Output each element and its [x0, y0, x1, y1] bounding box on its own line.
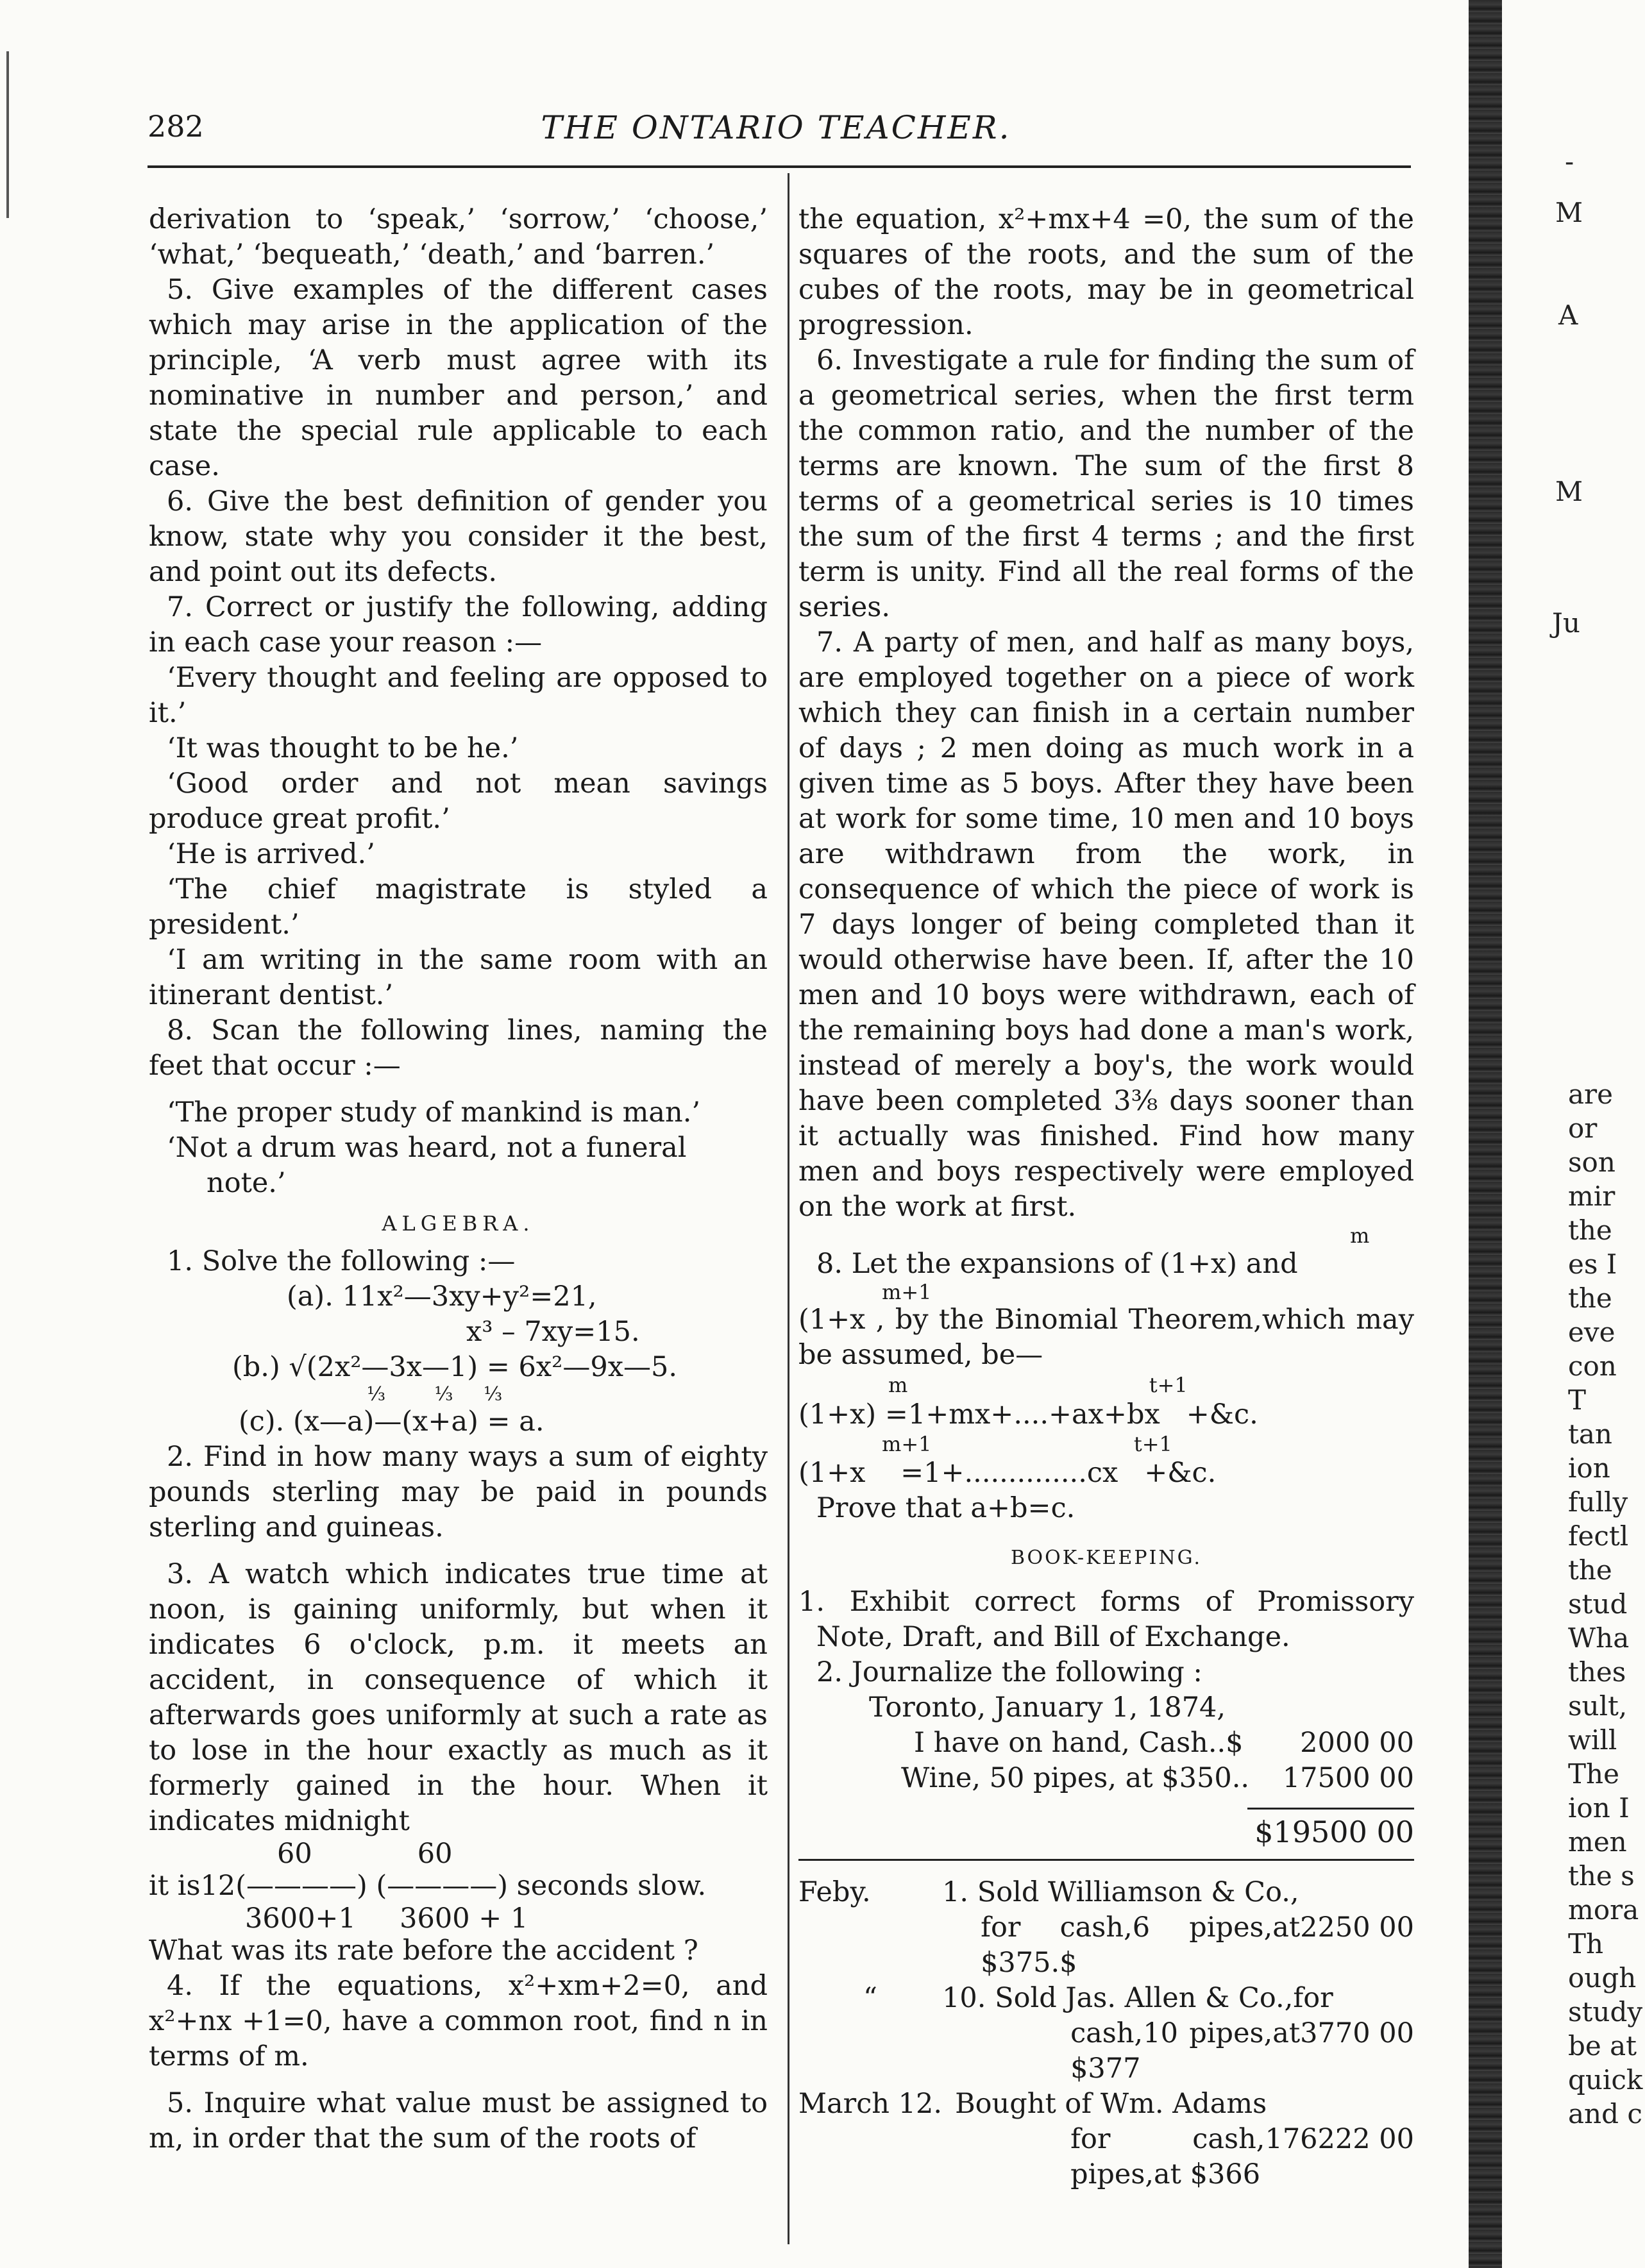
opening-entries [798, 1726, 1414, 1796]
margin-fragment: es I [1568, 1248, 1617, 1280]
entry-date: Feby. [798, 1876, 871, 1908]
fraction-denominators: 3600+1 3600 + 1 [245, 1903, 528, 1935]
book-keeping-question-2: 2. Journalize the following : [816, 1656, 1202, 1688]
right-column [798, 202, 1414, 2192]
margin-fragment: quick [1568, 2064, 1643, 2096]
algebra-question-6: 6. Investigate a rule for finding the sum of a geometrical series, when the first term the common ratio, and the number of the terms are known. The sum of the first 8 terms of a geometrical series is 10 times the sum of the first 4 terms ; and the first term is unity. Find all the real forms of the series. [798, 344, 1414, 623]
table-row [798, 2122, 1414, 2192]
question-8: 8. Scan the following lines, naming the feet that occur :— [149, 1014, 768, 1082]
running-title: THE ONTARIO TEACHER. [541, 109, 1011, 146]
entry-date: March 12. [798, 2088, 943, 2120]
header-rule [148, 165, 1411, 168]
expansion-2: (1+x =1+..............cx +&c. [798, 1457, 1217, 1489]
margin-fragment: son [1568, 1147, 1615, 1178]
quote-item: ‘I am writing in the same room with an itinerant dentist.’ [149, 944, 768, 1011]
entry-amount: 6222 00 [1300, 2123, 1414, 2155]
paragraph: derivation to ‘speak,’ ‘sorrow,’ ‘choose,’ ‘what,’ ‘bequeath,’ ‘death,’ and ‘barren.’ [149, 203, 768, 271]
verse-line: ‘The proper study of mankind is man.’ [167, 1096, 701, 1129]
superscript: m+1 t+1 [882, 1432, 1172, 1456]
margin-fragment: or [1568, 1113, 1598, 1144]
margin-fragment: the [1568, 1282, 1612, 1314]
quote-item: ‘The chief magistrate is styled a president.’ [149, 873, 768, 941]
entry-text: 1. Sold Williamson & Co., [942, 1876, 1299, 1908]
question-7: 7. Correct or justify the following, adding in each case your reason :— [149, 591, 768, 659]
equation: (c). (x—a)—(x+a) = a. [239, 1406, 544, 1438]
entry-date: “ [863, 1982, 878, 2014]
algebra-question-1: 1. Solve the following :— [167, 1245, 516, 1277]
margin-fragment: stud [1568, 1588, 1628, 1620]
margin-fragment: the [1568, 1214, 1612, 1246]
margin-fragment: mora [1568, 1894, 1639, 1926]
algebra-question-7: 7. A party of men, and half as many boys, are employed together on a piece of work which they can finish in a certain number of days ; 2 men doing as much work in a given time as 5 boys. After they have been at work for some time, 10 men and 10 boys are withdrawn from the work, in consequence of which the piece of work is 7 days longer of being completed than it would otherwise have been. If, after the 10 men and 10 boys were withdrawn, each of the remaining boys had done a man's work, instead of merely a boy's, the work would have been completed 3⅜ days sooner than it actually was finished. Find how many men and boys respectively were employed on the work at first. [798, 626, 1414, 1223]
entry-label: Wine, 50 pipes, at $350.. [901, 1762, 1250, 1794]
prove-line: Prove that a+b=c. [816, 1492, 1076, 1524]
margin-fragment: tan [1568, 1418, 1612, 1450]
algebra-question-2: 2. Find in how many ways a sum of eighty pounds sterling may be paid in pounds sterling and guineas. [149, 1441, 768, 1543]
question-6: 6. Give the best definition of gender you know, state why you consider it the best, and point out its defects. [149, 485, 768, 588]
margin-fragment: T [1568, 1384, 1587, 1416]
journal-entries [798, 1875, 1414, 2192]
entry-text: for cash,17 pipes,at $366 [1070, 2123, 1301, 2190]
margin-fragment: ion [1568, 1452, 1610, 1484]
algebra-question-3: 3. A watch which indicates true time at noon, is gaining uniformly, but when it indicates 6 o'clock, p.m. it meets an accident, in consequence of which it afterwards goes uniformly at such a rate as to lose in the hour exactly as much as it formerly gained in the hour. When it indicates midnight [149, 1558, 768, 1837]
left-column [149, 202, 768, 2156]
margin-fragment: The [1568, 1758, 1619, 1790]
margin-fragment: Ju [1552, 607, 1580, 639]
question-5: 5. Give examples of the different cases which may arise in the application of the principle, ‘A verb must agree with its nominative in number and person,’ and state the special rule applicable to each case. [149, 274, 768, 482]
quote-item: ‘Every thought and feeling are opposed to it.’ [149, 662, 768, 729]
algebra-question-4: 4. If the equations, x²+xm+2=0, and x²+nx +1=0, have a common root, find n in terms of m. [149, 1970, 768, 2072]
entry-label: I have on hand, Cash..$ [914, 1727, 1244, 1759]
table-row [798, 2016, 1414, 2087]
sum-rule [1247, 1808, 1414, 1810]
superscript: m t+1 [888, 1373, 1188, 1397]
margin-fragment: con [1568, 1350, 1617, 1382]
journal-date: Toronto, January 1, 1874, [869, 1692, 1226, 1724]
entry-text: 10. Sold Jas. Allen & Co.,for [942, 1982, 1333, 2014]
margin-fragment: men [1568, 1826, 1627, 1858]
paragraph: What was its rate before the accident ? [149, 1935, 698, 1967]
margin-fragment: the s [1568, 1860, 1635, 1892]
margin-fragment: mir [1568, 1180, 1615, 1212]
margin-fragment: are [1568, 1079, 1613, 1110]
margin-fragment: and c [1568, 2098, 1642, 2129]
margin-fragment: be at [1568, 2030, 1637, 2062]
page-header [148, 109, 1405, 160]
page-number: 282 [148, 109, 204, 144]
margin-fragment: ion I [1568, 1792, 1630, 1824]
quote-item: ‘He is arrived.’ [167, 838, 375, 870]
equation: (a). 11x²—3xy+y²=21, [287, 1281, 597, 1313]
margin-fragment: Wha [1568, 1622, 1630, 1654]
entry-amount: 17500 00 [1282, 1762, 1414, 1794]
book-keeping-question-1: 1. Exhibit correct forms of Promissory Note, Draft, and Bill of Exchange. [798, 1586, 1414, 1653]
margin-fragment: study [1568, 1996, 1643, 2028]
table-row [798, 1875, 1414, 1910]
algebra-heading: ALGEBRA. [382, 1211, 535, 1236]
margin-fragment: fully [1568, 1486, 1628, 1518]
book-keeping-heading: BOOK-KEEPING. [1010, 1547, 1202, 1569]
equation: x³ – 7xy=15. [466, 1316, 640, 1348]
margin-fragment: ough [1568, 1962, 1637, 1994]
margin-fragment: A [1558, 299, 1578, 331]
margin-fragment: sult, [1568, 1690, 1628, 1722]
entry-amount: 3770 00 [1300, 2017, 1414, 2049]
margin-fragment: will [1568, 1724, 1617, 1756]
margin-fragment: Th [1568, 1928, 1604, 1960]
entry-text: cash,10 pipes,at $377 [1070, 2017, 1301, 2085]
margin-fragment: thes [1568, 1656, 1626, 1688]
page-gutter-shadow [1469, 0, 1502, 2268]
verse-line: ‘Not a drum was heard, not a funeral note.’ [167, 1132, 687, 1199]
quote-item: ‘It was thought to be he.’ [167, 732, 519, 764]
algebra-question-8: 8. Let the expansions of (1+x) and [816, 1248, 1298, 1280]
superscript: m+1 [882, 1280, 932, 1304]
margin-fragment: M [1555, 476, 1583, 507]
paragraph: (1+x , by the Binomial Theorem,which may be assumed, be— [798, 1304, 1414, 1371]
total-amount: $19500 00 [1254, 1815, 1414, 1849]
expansion-1: (1+x) =1+mx+....+ax+bx +&c. [798, 1399, 1258, 1431]
fraction-numerators: 60 60 [277, 1838, 453, 1870]
margin-fragment: the [1568, 1554, 1612, 1586]
equation: (b.) √(2x²—3x—1) = 6x²—9x—5. [232, 1351, 678, 1383]
section-rule [798, 1859, 1414, 1861]
margin-fragment: M [1555, 197, 1583, 228]
paragraph: the equation, x²+mx+4 =0, the sum of the squares of the roots, and the sum of the cubes of the roots, may be in geometrical progression. [798, 203, 1414, 341]
margin-fragment: fectl [1568, 1520, 1629, 1552]
entry-text: Bought of Wm. Adams [955, 2088, 1267, 2120]
algebra-question-5: 5. Inquire what value must be assigned to m, in order that the sum of the roots of [149, 2087, 768, 2155]
entry-amount: 2250 00 [1300, 1911, 1414, 1944]
table-row [798, 1726, 1414, 1761]
margin-fragment: - [1565, 146, 1574, 177]
margin-fragments-bottom [1568, 1077, 1645, 2131]
table-row [798, 1910, 1414, 1981]
table-row [798, 2087, 1414, 2122]
table-row [798, 1761, 1414, 1796]
exponent-line: ⅓ ⅓ ⅓ [367, 1383, 503, 1406]
margin-fragment: eve [1568, 1316, 1615, 1348]
superscript: m [1350, 1223, 1370, 1248]
column-divider [788, 173, 789, 2244]
entry-text: for cash,6 pipes,at $375.$ [981, 1911, 1301, 1979]
table-row [798, 1981, 1414, 2016]
scan-edge-mark [6, 51, 9, 218]
quote-item: ‘Good order and not mean savings produce great profit.’ [149, 768, 768, 835]
fraction-line: it is12(————) (————) seconds slow. [149, 1870, 707, 1902]
entry-amount: 2000 00 [1300, 1727, 1414, 1759]
